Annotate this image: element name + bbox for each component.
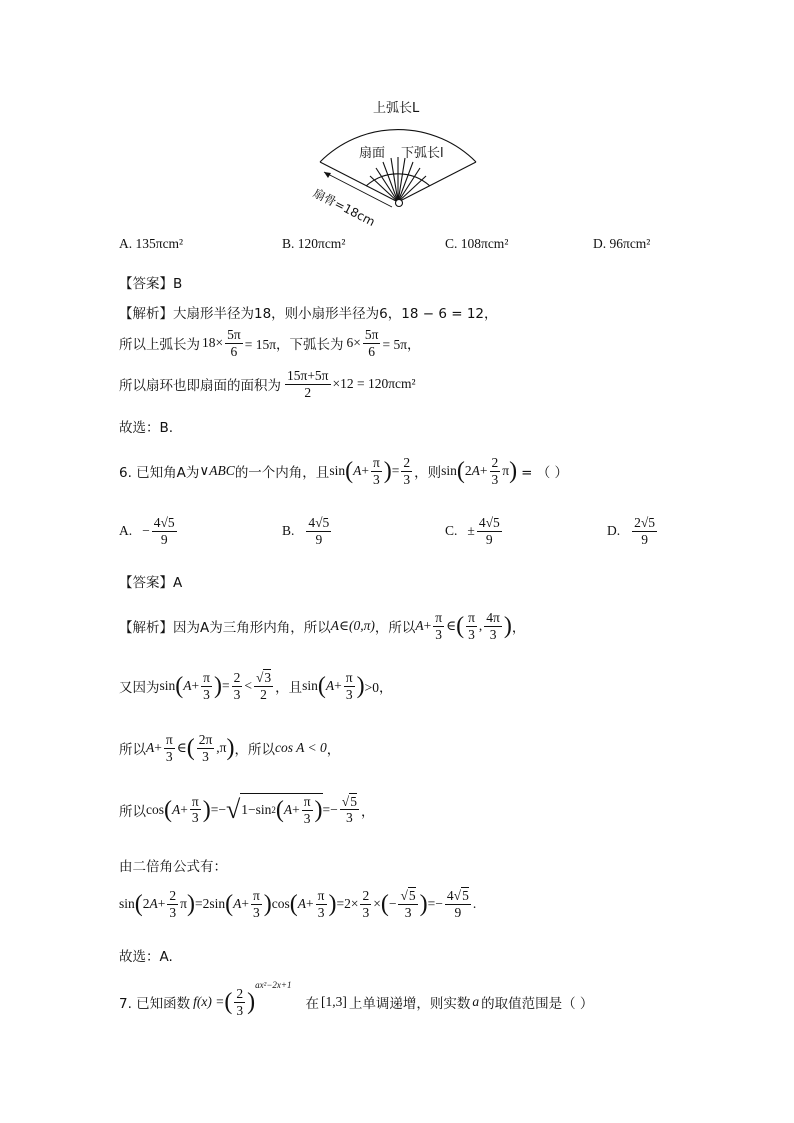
q7-stem-c: 上单调递增，则实数 xyxy=(348,996,471,1013)
q6-conclusion: 故选：A. xyxy=(119,949,173,965)
q7-interval: [1,3] xyxy=(320,994,347,1010)
q5-analysis-line1 xyxy=(119,302,498,322)
option-label: B. xyxy=(282,523,295,539)
option-den: 9 xyxy=(315,531,323,547)
q6-analysis-line3 xyxy=(119,732,340,764)
q7-stem-b: 在 xyxy=(305,996,319,1013)
q6-stem-d: = （ ） xyxy=(521,465,569,482)
q6-option-c xyxy=(445,515,504,547)
q6-a1-range: A∈(0,π) xyxy=(330,618,375,634)
q7-stem-d: 的取值范围是（ ） xyxy=(481,996,594,1013)
q6-a2-expr: sin ( A + $\frac{\pi}{3}$ ) = $\frac{2}{3}$ < $\frac{√3}{2}$ xyxy=(159,670,272,702)
q6-a1-text-b: ，所以 xyxy=(374,620,416,637)
q5-analysis-text: 大扇形半径为18，则小扇形半径为6，18 − 6 = 12， xyxy=(173,306,498,322)
option-num: 4√5 xyxy=(153,515,175,530)
fan-lower-arc-label: 下弧长l xyxy=(401,146,444,161)
frac-num: 5π xyxy=(364,327,379,342)
q6-a1-expr: A + $\frac{\pi}{3}$ ∈ ( $\frac{\pi}{3}$ , $\frac{4\pi}{3}$ ) ， xyxy=(415,610,526,642)
q6-a3-text-b: ，所以 xyxy=(234,742,275,759)
option-label: C. xyxy=(445,523,458,539)
q5-conclusion: 故选：B. xyxy=(119,420,174,436)
q5-option-b: B. 120πcm² xyxy=(282,236,346,251)
q6-target-expr: sin ( 2 A + $\frac{2}{3}$ π ) xyxy=(441,455,518,487)
q6-a3-expr: A + $\frac{\pi}{3}$ ∈ ( $\frac{2\pi}{3}$ ,π ) xyxy=(146,732,235,764)
q6-stem-b: 的一个内角，且 xyxy=(234,465,330,482)
q6-a1-text: 【解析】因为A为三角形内角，所以 xyxy=(119,620,331,637)
frac-num: 15π+5π xyxy=(287,368,329,383)
q5-analysis-line2 xyxy=(119,327,421,359)
q6-a3-cos: cos A < 0 xyxy=(274,740,327,756)
q6-a2-expr-b: sin ( A + $\frac{\pi}{3}$ ) >0， xyxy=(302,670,393,702)
frac-den: 6 xyxy=(230,343,238,359)
q5-l2-text-a: 所以上弧长为 xyxy=(119,337,200,354)
q6-a4-expr: cos ( A + $\frac{\pi}{3}$ ) =− √ 1−sin 2 ( A + $\frac{\pi}{3}$ ) =− $\frac{√5}{3}$ ， xyxy=(146,793,375,826)
q5-l2-6x: 6× xyxy=(346,335,361,351)
option-sign: ± xyxy=(467,523,475,539)
frac-num: 5π xyxy=(227,327,241,342)
fan-right-rib xyxy=(398,162,476,202)
q6-given-expr: sin ( A + $\frac{\pi}{3}$ ) = $\frac{2}{3}$ xyxy=(329,455,411,487)
q7-var-a: a xyxy=(472,994,480,1010)
q5-area-fraction xyxy=(285,368,331,400)
q5-answer: 【答案】B xyxy=(119,276,183,292)
q6-analysis-line6: sin ( 2 A + $\frac{2}{3}$ π ) =2sin ( A + $\frac{\pi}{3}$ ) cos ( A + $\frac{\pi}{3}$ ) =2× $\frac{2}{3}$ × ( − $\frac{√5}{3}$ ) =− $\frac{4√5}{9}$ . xyxy=(119,888,477,920)
q5-analysis-head: 【解析】 xyxy=(119,306,173,322)
q6-analysis-line1 xyxy=(119,610,525,642)
fan-upper-arc-label: 上弧长L xyxy=(373,101,420,116)
option-sign: − xyxy=(142,523,150,539)
option-den: 9 xyxy=(641,531,648,547)
fan-rib-label: 扇骨=18cm xyxy=(310,185,378,229)
q6-stem-c: ，则 xyxy=(414,465,442,482)
q5-option-c: C. 108πcm² xyxy=(445,236,509,251)
q6-option-b xyxy=(282,515,333,547)
q6-triangle: ∨ABC xyxy=(199,463,235,479)
fan-face-label: 扇面 xyxy=(359,146,386,161)
q6-answer: 【答案】A xyxy=(119,575,183,591)
q6-double-angle-intro: 由二倍角公式有： xyxy=(119,859,227,875)
q5-l3-text: 所以扇环也即扇面的面积为 xyxy=(119,378,281,395)
q6-a3-text: 所以 xyxy=(119,742,146,759)
q7-fx: f(x) = xyxy=(193,994,225,1010)
option-den: 9 xyxy=(485,531,493,547)
q7-stem-a: 7. 已知函数 xyxy=(119,996,191,1013)
option-num: 4√5 xyxy=(478,515,500,530)
option-num: 2√5 xyxy=(634,515,656,530)
q6-stem xyxy=(119,455,568,487)
q5-l2-15pi: = 15π，下弧长为 xyxy=(244,337,344,353)
q7-stem xyxy=(119,980,594,1018)
q6-a4-text: 所以 xyxy=(119,803,146,820)
q5-frac-5pi-6-b xyxy=(363,327,381,359)
comma: ， xyxy=(326,742,341,759)
option-label: D. xyxy=(607,523,621,539)
q5-option-d: D. 96πcm² xyxy=(593,236,651,251)
q6-option-a xyxy=(119,515,179,547)
q7-exponent: ax²−2x+1 xyxy=(255,980,292,990)
option-label: A. xyxy=(119,523,133,539)
q6-analysis-line2 xyxy=(119,670,392,702)
q7-base: ( $\frac{2}{3}$ ) xyxy=(224,986,256,1018)
q5-area-result: ×12 = 120πcm² xyxy=(332,376,416,392)
option-den: 9 xyxy=(160,531,168,547)
frac-den: 2 xyxy=(304,384,312,400)
q5-l2-18x: 18× xyxy=(202,335,224,351)
q6-stem-a: 6. 已知角A为 xyxy=(119,465,200,482)
q6-a2-text-b: ，且 xyxy=(275,680,303,697)
fan-pivot xyxy=(396,200,403,207)
q5-option-a: A. 135πcm² xyxy=(119,236,184,251)
frac-den: 6 xyxy=(368,343,376,359)
q5-analysis-line3 xyxy=(119,368,416,400)
q5-l2-5pi: = 5π， xyxy=(382,337,421,353)
q6-a2-text: 又因为 xyxy=(119,680,160,697)
q6-analysis-line4 xyxy=(119,793,374,826)
option-num: 4√5 xyxy=(308,515,330,530)
q6-option-d xyxy=(607,515,659,547)
q5-frac-5pi-6-a xyxy=(225,327,243,359)
